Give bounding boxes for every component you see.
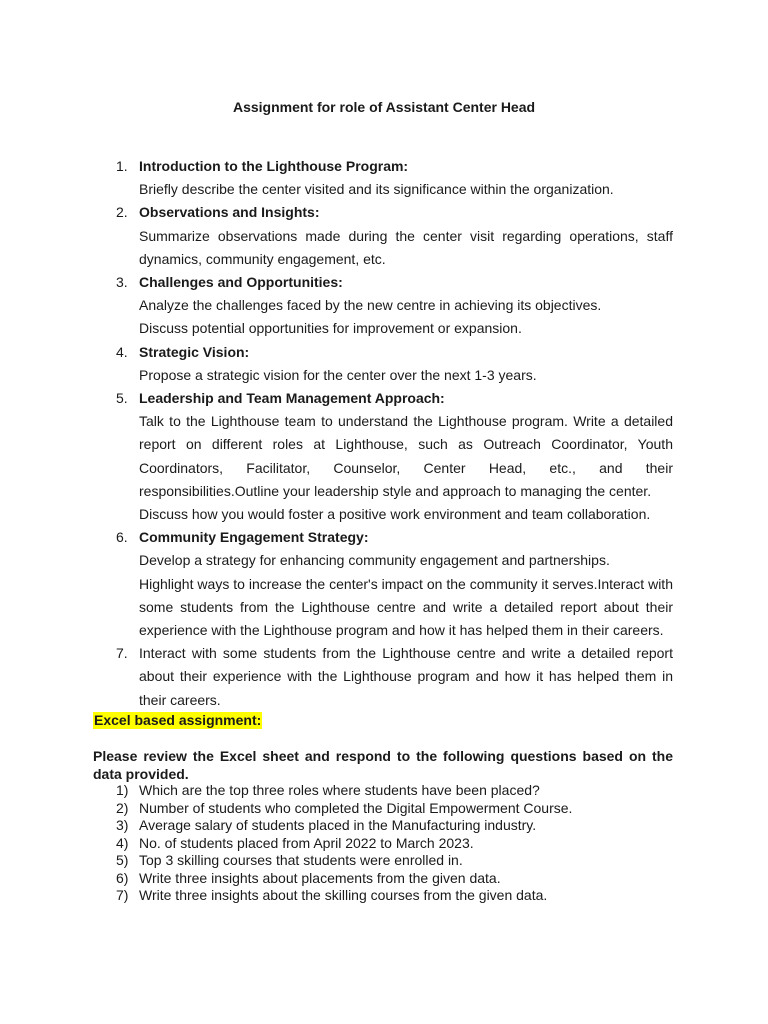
section-heading: Leadership and Team Management Approach: [139, 390, 445, 407]
question-text: Number of students who completed the Digital Empowerment Course. [139, 799, 573, 816]
section-item [93, 387, 673, 526]
question-number: 7) [116, 887, 129, 903]
section-number: 6. [116, 529, 128, 546]
section-paragraph: Summarize observations made during the center visit regarding operations, staff dynamics, community engagement, etc. [139, 227, 673, 267]
question-item [93, 870, 673, 888]
question-item [93, 817, 673, 835]
question-item [93, 782, 673, 800]
section-item [93, 201, 673, 271]
section-item [93, 341, 673, 387]
section-paragraph: Highlight ways to increase the center's impact on the community it serves.Interact with some students from the Lighthouse centre and write a detailed report about their experience with the Lighthouse program and how it has helped them in their careers. [139, 575, 673, 639]
section-item [93, 155, 673, 201]
question-item [93, 835, 673, 853]
section-heading: Strategic Vision: [139, 343, 250, 360]
section-paragraph: Discuss potential opportunities for improvement or expansion. [139, 320, 522, 337]
excel-instructions: Please review the Excel sheet and respond to the following questions based on the data provided. [93, 748, 673, 782]
section-paragraph: Propose a strategic vision for the center over the next 1-3 years. [139, 366, 537, 383]
section-paragraph: Analyze the challenges faced by the new centre in achieving its objectives. [139, 297, 602, 314]
section-item [93, 526, 673, 642]
question-text: Top 3 skilling courses that students were enrolled in. [139, 852, 463, 868]
section-number: 4. [116, 343, 128, 360]
section-number: 5. [116, 390, 128, 407]
question-number: 3) [116, 817, 129, 833]
section-number: 2. [116, 204, 128, 221]
section-heading: Challenges and Opportunities: [139, 274, 343, 291]
section-number: 3. [116, 274, 128, 291]
excel-assignment-label: Excel based assignment: [94, 712, 262, 728]
section-paragraph: Interact with some students from the Lighthouse centre and write a detailed report about their experience with the Lighthouse program and how it has helped them in their careers. [139, 645, 673, 708]
question-text: No. of students placed from April 2022 to March 2023. [139, 834, 474, 851]
question-number: 4) [116, 834, 129, 851]
section-paragraph: Develop a strategy for enhancing community engagement and partnerships. [139, 552, 610, 569]
question-text: Which are the top three roles where students have been placed? [139, 782, 540, 798]
question-number: 6) [116, 869, 129, 886]
section-item [93, 271, 673, 341]
question-number: 5) [116, 852, 129, 868]
section-heading: Observations and Insights: [139, 204, 320, 221]
question-text: Average salary of students placed in the Manufacturing industry. [139, 817, 537, 833]
question-item [93, 852, 673, 870]
excel-questions-list [93, 782, 673, 905]
section-number: 7. [116, 645, 128, 662]
question-item [93, 800, 673, 818]
question-text: Write three insights about the skilling courses from the given data. [139, 887, 548, 903]
section-paragraph: Briefly describe the center visited and its significance within the organization. [139, 181, 614, 198]
section-paragraph: Talk to the Lighthouse team to understand the Lighthouse program. Write a detailed report on different roles at Lighthouse, such as Outreach Coordinator, Youth Coordinators, Facilitator, Counselor, Center Head, etc., and their responsibilities.Outline your leadership style and approach to managing the center. [139, 413, 673, 499]
question-item [93, 887, 673, 905]
section-heading: Introduction to the Lighthouse Program: [139, 158, 409, 174]
document-title: Assignment for role of Assistant Center Head [232, 99, 536, 115]
question-text: Write three insights about placements from the given data. [139, 869, 501, 886]
section-number: 1. [116, 158, 128, 174]
section-item [93, 642, 673, 712]
question-number: 1) [116, 782, 129, 798]
question-number: 2) [116, 799, 129, 816]
section-heading: Community Engagement Strategy: [139, 529, 369, 546]
section-paragraph: Discuss how you would foster a positive work environment and team collaboration. [139, 506, 651, 523]
assignment-sections-list [93, 155, 673, 712]
